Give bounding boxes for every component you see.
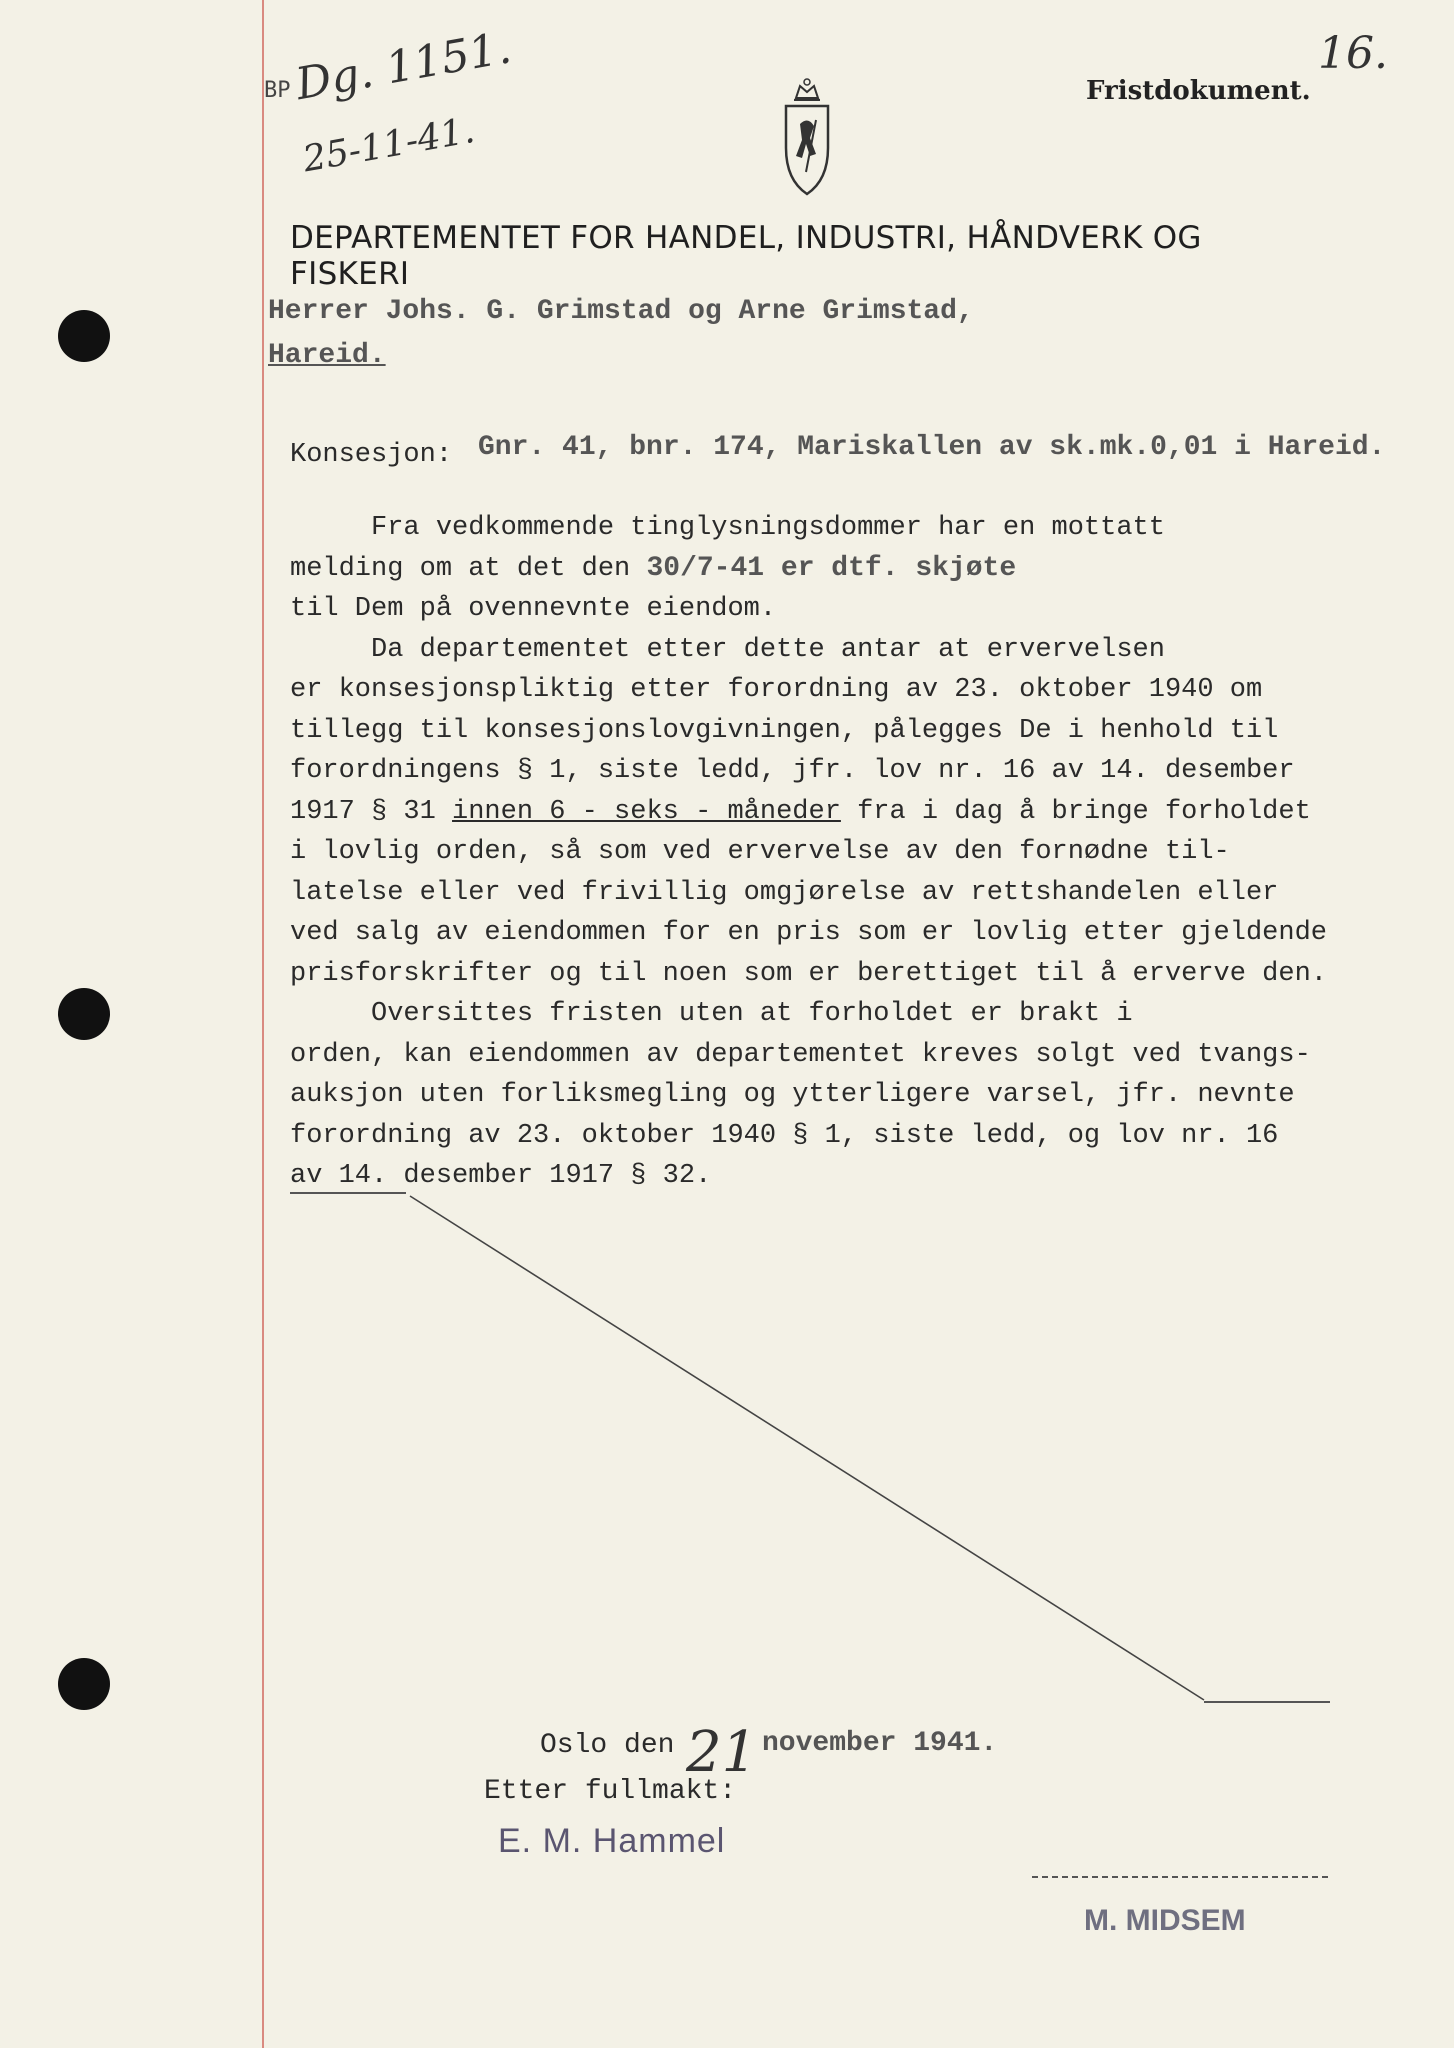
handwritten-reference: Dg. 1151. [292,22,515,111]
handwritten-date: 25-11-41. [300,109,478,181]
body-line: av 14. desember 1917 § 32. [290,1161,712,1191]
handwritten-day: 21 [686,1720,758,1785]
closing-month-year: november 1941. [762,1728,998,1759]
body-line: Oversittes fristen uten at forholdet er brakt i [290,999,1133,1029]
body-line: ved salg av eiendommen for en pris som er lovlig etter gjeldende [290,918,1327,948]
body-line: prisforskrifter og til noen som er berettiget til å erverve den. [290,958,1327,989]
konsesjon-value: Gnr. 41, bnr. 174, Mariskallen av sk.mk.0,01 i Hareid. [478,432,1386,463]
body-line: i lovlig orden, så som ved ervervelse av den fornødne til- [290,837,1230,867]
second-signature-stamp: M. MIDSEM [1084,1904,1246,1937]
konsesjon-label: Konsesjon: [290,440,453,470]
body-line: forordning av 23. oktober 1940 § 1, siste ledd, og lov nr. 16 [290,1120,1279,1151]
body-line: er konsesjonspliktig etter forordning av 23. oktober 1940 om [290,675,1263,705]
body-line: tillegg til konsesjonslovgivningen, pålegges De i henhold til [290,715,1279,746]
addressee-names: Herrer Johs. G. Grimstad og Arne Grimstad, [268,296,974,327]
authority-line: Etter fullmakt: [484,1776,737,1807]
end-rule [1204,1701,1330,1703]
body-line-text: 1917 § 31 [290,796,453,827]
body-line: forordningens § 1, siste ledd, jfr. lov nr. 16 av 14. desember [290,756,1295,786]
filled-registration-date: 30/7-41 er dtf. skjøte [646,552,1017,584]
signature-stamp: E. M. Hammel [498,1822,726,1860]
body-line-text: fra i dag å bringe forholdet [840,796,1311,827]
bp-stamp: BP [264,78,291,103]
body-line: Da departementet etter dette antar at ervervelsen [290,634,1165,665]
addressee-place: Hareid. [268,340,386,371]
body-line: til Dem på ovennevnte eiendom. [290,594,777,624]
body-line-text: melding om at det den [290,553,647,584]
closing-place: Oslo den [540,1730,675,1761]
department-heading: DEPARTEMENTET FOR HANDEL, INDUSTRI, HÅNDVERK OG FISKERI [290,220,1202,292]
body-line: orden, kan eiendommen av departementet kreves solgt ved tvangs- [290,1039,1311,1070]
body-line: latelse eller ved frivillig omgjørelse av rettshandelen eller [290,877,1279,908]
document-type: Fristdokument. [1086,76,1311,106]
deadline-underlined: innen 6 - seks - måneder [452,796,841,827]
body-line: auksjon uten forliksmegling og ytterligere varsel, jfr. nevnte [290,1080,1295,1110]
signature-line [1032,1876,1328,1878]
page-number: 16. [1318,28,1388,79]
body-line: Fra vedkommende tinglysningsdommer har en mottatt [290,513,1165,543]
